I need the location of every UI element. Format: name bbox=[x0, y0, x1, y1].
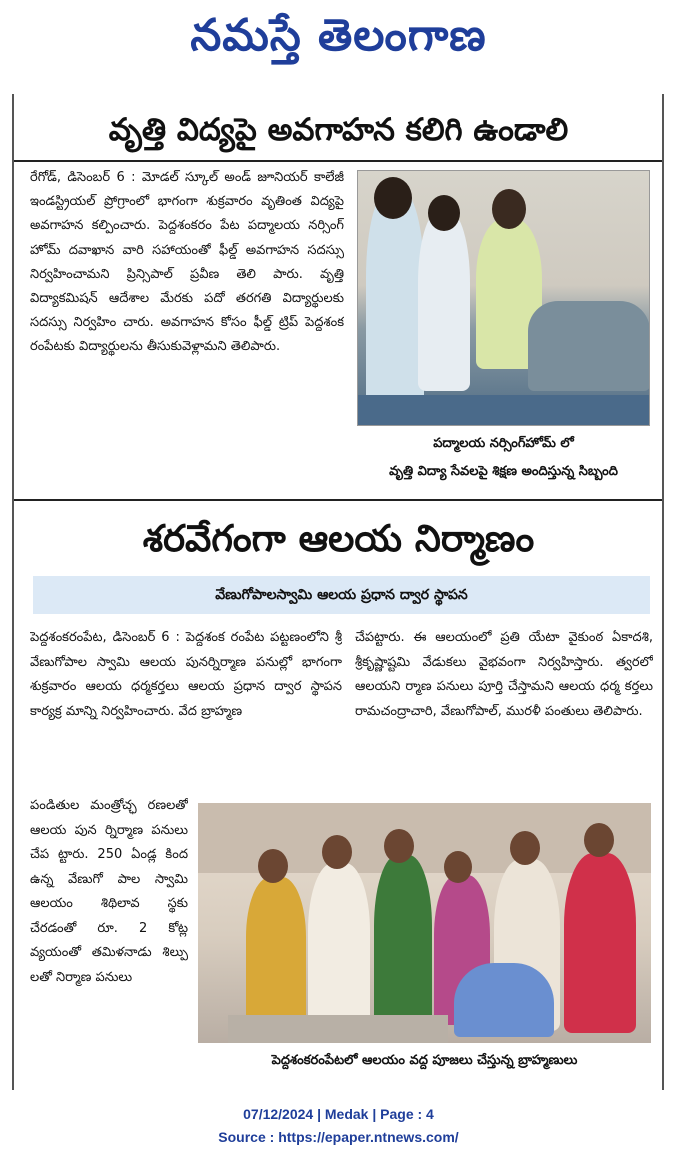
student-head bbox=[374, 177, 412, 219]
student-head bbox=[428, 195, 460, 231]
priest-figure bbox=[308, 863, 370, 1033]
woman-head bbox=[258, 849, 288, 883]
caption-line: వృత్తి విద్యా సేవలపై శిక్షణ అందిస్తున్న సిబ్బంది bbox=[389, 464, 618, 479]
story2-body-left-continued: పండితుల మంత్రోచ్ఛ రణలతో ఆలయ పున ర్నిర్మాణ పనులు చేప ట్టారు. 250 ఏండ్ల కింద ఉన్న వేణుగో పాల స్వామి ఆలయం శిథిలావ స్థకు చేరడంతో రూ. 2 కోట్ల వ్యయంతో తమిళనాడు శిల్పు లతో నిర్మాణ పనులు bbox=[30, 798, 188, 985]
floor bbox=[358, 395, 650, 426]
staff-head bbox=[492, 189, 526, 229]
masthead bbox=[0, 0, 677, 82]
story2-body-right: చేపట్టారు. ఈ ఆలయంలో ప్రతి యేటా వైకుంఠ ఏకాదశి, శ్రీకృష్ణాష్టమి వేడుకలు వైభవంగా నిర్వహిస్తారు. త్వరలో ఆలయని ర్మాణ పనులు పూర్తి చేస్తామని ఆలయ ధర్మ కర్తలు రామచంద్రాచారి, వేణుగోపాల్, మురళీ పంతులు తెలిపారు. bbox=[355, 630, 653, 719]
woman-head bbox=[444, 851, 472, 883]
priest-head bbox=[510, 831, 540, 865]
student-figure bbox=[366, 189, 424, 409]
puja-items bbox=[228, 1015, 448, 1043]
story2-body-left: పెద్దశంకరంపేట, డిసెంబర్ 6 : పెద్దశంక రంపేట పట్టణంలోని శ్రీ వేణుగోపాల స్వామి ఆలయ పునర్నిర్మాణ పనుల్లో భాగంగా శుక్రవారం ఆలయ ధర్మకర్తలు ఆలయ ప్రధాన ద్వార స్థాపన కార్యక్ర మాన్ని నిర్వహించారు. వేద బ్రాహ్మణ bbox=[30, 630, 342, 719]
woman-figure bbox=[564, 853, 636, 1033]
story1-body: రేగోడ్, డిసెంబర్ 6 : మోడల్ స్కూల్ అండ్ జూనియర్ కాలేజీ ఇండస్ట్రియల్ ప్రోగ్రాంలో భాగంగా శుక్రవారం వృతింత విద్యపై అవగాహన కల్పించారు. పెద్దశంకరం పేట పద్మాలయ నర్సింగ్ హోమ్ దవాఖాన వారి సహాయంతో ఫీల్డ్ అవగాహన సదస్సు నిర్వహించామని ప్రిన్సిపాల్ ప్రవీణ తెలి పారు. వృత్తి విద్యాకమిషన్ ఆదేశాల మేరకు పదో తరగతి విద్యార్థులకు సదస్సు నిర్వహిం చారు. అవగాహన కోసం ఫీల్డ్ ట్రిప్ పెద్దశంక రంపేటకు విద్యార్థులను తీసుకువెళ్లామని తెలిపారు. bbox=[30, 170, 344, 355]
story2-photo bbox=[198, 803, 651, 1043]
woman-figure bbox=[246, 877, 306, 1027]
seated-woman-figure bbox=[454, 963, 554, 1037]
priest-head bbox=[322, 835, 352, 869]
divider bbox=[14, 160, 662, 162]
student-figure bbox=[418, 211, 470, 391]
story2-subhead: వేణుగోపాలస్వామి ఆలయ ప్రధాన ద్వార స్థాపన bbox=[33, 576, 650, 614]
newspaper-title: నమస్తే తెలంగాణ bbox=[190, 10, 487, 61]
story1-caption bbox=[357, 430, 650, 492]
woman-head bbox=[584, 823, 614, 857]
divider bbox=[14, 499, 662, 501]
caption-line: పద్మాలయ నర్సింగ్‌హోమ్ లో bbox=[433, 436, 574, 451]
story1-headline: వృత్తి విద్యపై అవగాహన కలిగి ఉండాలి bbox=[108, 112, 569, 148]
patient-figure bbox=[528, 301, 650, 391]
footer-meta: 07/12/2024 | Medak | Page : 4 bbox=[243, 1106, 434, 1122]
footer-source: Source : https://epaper.ntnews.com/ bbox=[218, 1129, 459, 1145]
story2-headline: శరవేగంగా ఆలయ నిర్మాణం bbox=[142, 517, 535, 560]
priest-head bbox=[384, 829, 414, 863]
story2-caption: పెద్దశంకరంపేటలో ఆలయం వద్ద పూజలు చేస్తున్న బ్రాహ్మణులు bbox=[198, 1043, 651, 1079]
story1-photo bbox=[357, 170, 650, 426]
priest-figure bbox=[374, 855, 432, 1033]
